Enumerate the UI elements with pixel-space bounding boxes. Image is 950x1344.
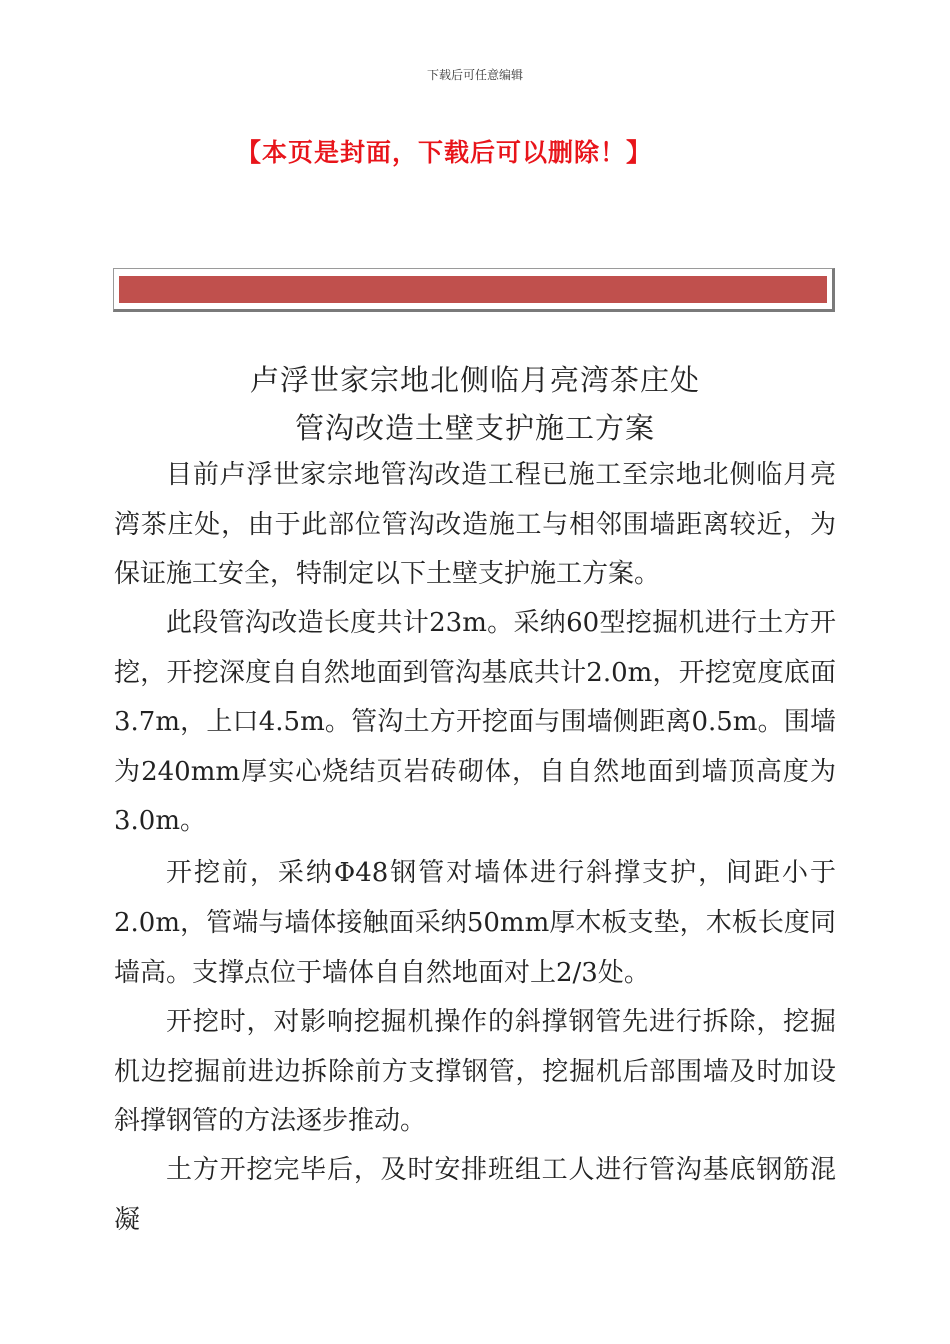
- body-paragraph: 开挖时，对影响挖掘机操作的斜撑钢管先进行拆除，挖掘机边挖掘前进边拆除前方支撑钢管，挖掘机后部围墙及时加设斜撑钢管的方法逐步推动。: [114, 1007, 836, 1136]
- decorative-banner: [119, 276, 827, 303]
- cover-notice: 【本页是封面，下载后可以删除！】: [236, 138, 653, 167]
- body-paragraph: 此段管沟改造长度共计23m。采纳60型挖掘机进行土方开挖，开挖深度自自然地面到管沟基底共计2.0m，开挖宽度底面3.7m，上口4.5m。管沟土方开挖面与围墙侧距离0.5m。围墙为240mm厚实心烧结页岩砖砌体，自自然地面到墙顶高度为3.0m。: [114, 608, 836, 836]
- decorative-banner-frame: [113, 268, 835, 312]
- body-paragraph: 开挖前，采纳Φ48钢管对墙体进行斜撑支护，间距小于2.0m，管端与墙体接触面采纳50mm厚木板支垫，木板长度同墙高。支撑点位于墙体自自然地面对上2/3处。: [114, 858, 836, 988]
- body-paragraph: 目前卢浮世家宗地管沟改造工程已施工至宗地北侧临月亮湾茶庄处，由于此部位管沟改造施工与相邻围墙距离较近，为保证施工安全，特制定以下土壁支护施工方案。: [114, 460, 836, 589]
- page-header-note: 下载后可任意编辑: [426, 68, 523, 82]
- body-paragraph: 土方开挖完毕后，及时安排班组工人进行管沟基底钢筋混凝: [114, 1155, 836, 1235]
- document-title-line-2: 管沟改造土壁支护施工方案: [294, 411, 655, 445]
- document-title-line-1: 卢浮世家宗地北侧临月亮湾茶庄处: [249, 363, 700, 397]
